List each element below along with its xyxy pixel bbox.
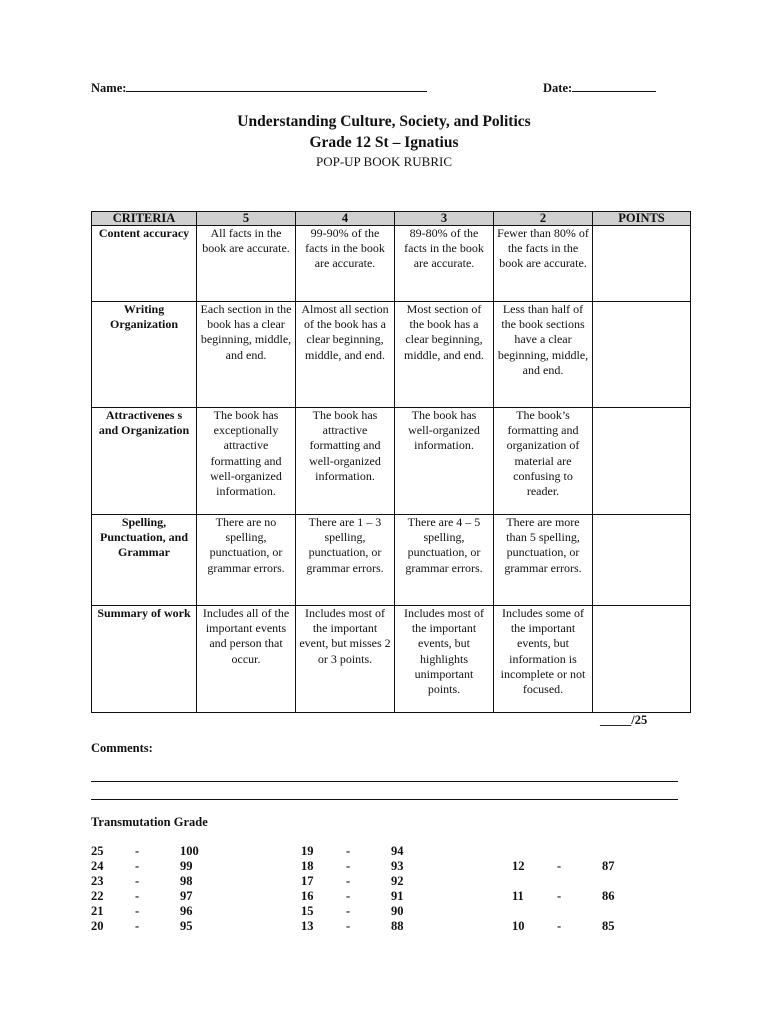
header-score-5: 5 (197, 212, 296, 226)
trans-score: 22 (91, 889, 104, 903)
score-2-cell: The book’s formatting and organization of material are confusing to reader. (494, 408, 593, 515)
score-2-cell: There are more than 5 spelling, punctuation, or grammar errors. (494, 515, 593, 606)
score-2-cell: Less than half of the book sections have a clear beginning, middle, and end. (494, 302, 593, 408)
points-cell[interactable] (593, 302, 691, 408)
score-5-cell: Includes all of the important events and person that occur. (197, 606, 296, 713)
rubric-table (91, 211, 691, 713)
criteria-cell: Attractivenes s and Organization (92, 408, 197, 515)
transmutation-title: Transmutation Grade (91, 815, 208, 829)
trans-dash: - (557, 919, 562, 933)
trans-grade: 97 (180, 889, 193, 903)
trans-score: 23 (91, 874, 104, 888)
trans-grade: 93 (391, 859, 404, 873)
trans-score: 17 (301, 874, 314, 888)
header-score-4: 4 (296, 212, 395, 226)
header-score-3: 3 (395, 212, 494, 226)
trans-grade: 94 (391, 844, 404, 858)
table-row (92, 302, 691, 408)
score-2-cell: Fewer than 80% of the facts in the book are accurate. (494, 226, 593, 302)
table-row (92, 606, 691, 713)
name-field (91, 79, 427, 96)
trans-grade: 98 (180, 874, 193, 888)
trans-grade: 100 (180, 844, 199, 858)
trans-score: 11 (512, 889, 524, 903)
trans-score: 21 (91, 904, 104, 918)
rubric-header-row (92, 212, 691, 226)
trans-dash: - (346, 904, 351, 918)
trans-score: 13 (301, 919, 314, 933)
trans-grade: 86 (602, 889, 615, 903)
trans-dash: - (346, 844, 351, 858)
score-3-cell: Includes most of the important events, but highlights unimportant points. (395, 606, 494, 713)
trans-dash: - (557, 889, 562, 903)
score-5-cell: There are no spelling, punctuation, or grammar errors. (197, 515, 296, 606)
header-criteria: CRITERIA (92, 212, 197, 226)
table-row (92, 515, 691, 606)
score-5-cell: Each section in the book has a clear beginning, middle, and end. (197, 302, 296, 408)
trans-score: 16 (301, 889, 314, 903)
trans-score: 18 (301, 859, 314, 873)
trans-grade: 87 (602, 859, 615, 873)
comment-line[interactable] (91, 799, 678, 800)
trans-dash: - (135, 919, 140, 933)
comments-label: Comments: (91, 741, 153, 755)
date-field (543, 79, 656, 96)
points-cell[interactable] (593, 408, 691, 515)
trans-grade: 85 (602, 919, 615, 933)
trans-dash: - (346, 919, 351, 933)
date-label: Date: (543, 81, 573, 95)
score-3-cell: There are 4 – 5 spelling, punctuation, or grammar errors. (395, 515, 494, 606)
points-cell[interactable] (593, 226, 691, 302)
course-title: Understanding Culture, Society, and Politics (237, 113, 531, 130)
name-label: Name: (91, 81, 127, 95)
score-4-cell: Almost all section of the book has a clear beginning, middle, and end. (296, 302, 395, 408)
grade-section-title: Grade 12 St – Ignatius (309, 134, 459, 151)
trans-dash: - (557, 859, 562, 873)
trans-grade: 99 (180, 859, 193, 873)
trans-dash: - (135, 904, 140, 918)
total-score: _____/25 (600, 713, 648, 727)
score-5-cell: The book has exceptionally attractive formatting and well-organized information. (197, 408, 296, 515)
trans-grade: 90 (391, 904, 404, 918)
rubric-title: POP-UP BOOK RUBRIC (315, 154, 453, 169)
trans-score: 15 (301, 904, 314, 918)
name-blank-line[interactable] (126, 79, 427, 92)
trans-score: 10 (512, 919, 525, 933)
score-4-cell: There are 1 – 3 spelling, punctuation, or grammar errors. (296, 515, 395, 606)
trans-grade: 92 (391, 874, 404, 888)
trans-grade: 96 (180, 904, 193, 918)
score-3-cell: The book has well-organized information. (395, 408, 494, 515)
trans-grade: 88 (391, 919, 404, 933)
score-3-cell: Most section of the book has a clear beginning, middle, and end. (395, 302, 494, 408)
score-4-cell: 99-90% of the facts in the book are accurate. (296, 226, 395, 302)
trans-dash: - (135, 859, 140, 873)
trans-dash: - (135, 844, 140, 858)
trans-grade: 95 (180, 919, 193, 933)
table-row (92, 408, 691, 515)
trans-score: 12 (512, 859, 525, 873)
score-3-cell: 89-80% of the facts in the book are accurate. (395, 226, 494, 302)
header-points: POINTS (593, 212, 691, 226)
trans-dash: - (346, 874, 351, 888)
date-blank-line[interactable] (572, 79, 656, 92)
trans-grade: 91 (391, 889, 404, 903)
points-cell[interactable] (593, 606, 691, 713)
trans-score: 20 (91, 919, 104, 933)
table-row (92, 226, 691, 302)
trans-score: 25 (91, 844, 104, 858)
points-cell[interactable] (593, 515, 691, 606)
trans-dash: - (346, 859, 351, 873)
score-4-cell: The book has attractive formatting and well-organized information. (296, 408, 395, 515)
trans-dash: - (135, 874, 140, 888)
trans-score: 19 (301, 844, 314, 858)
criteria-cell: Writing Organization (92, 302, 197, 408)
score-2-cell: Includes some of the important events, but information is incomplete or not focused. (494, 606, 593, 713)
header-score-2: 2 (494, 212, 593, 226)
trans-dash: - (135, 889, 140, 903)
score-4-cell: Includes most of the important event, but misses 2 or 3 points. (296, 606, 395, 713)
trans-score: 24 (91, 859, 104, 873)
criteria-cell: Summary of work (92, 606, 197, 713)
score-5-cell: All facts in the book are accurate. (197, 226, 296, 302)
criteria-cell: Spelling, Punctuation, and Grammar (92, 515, 197, 606)
trans-dash: - (346, 889, 351, 903)
comment-line[interactable] (91, 781, 678, 782)
criteria-cell: Content accuracy (92, 226, 197, 302)
